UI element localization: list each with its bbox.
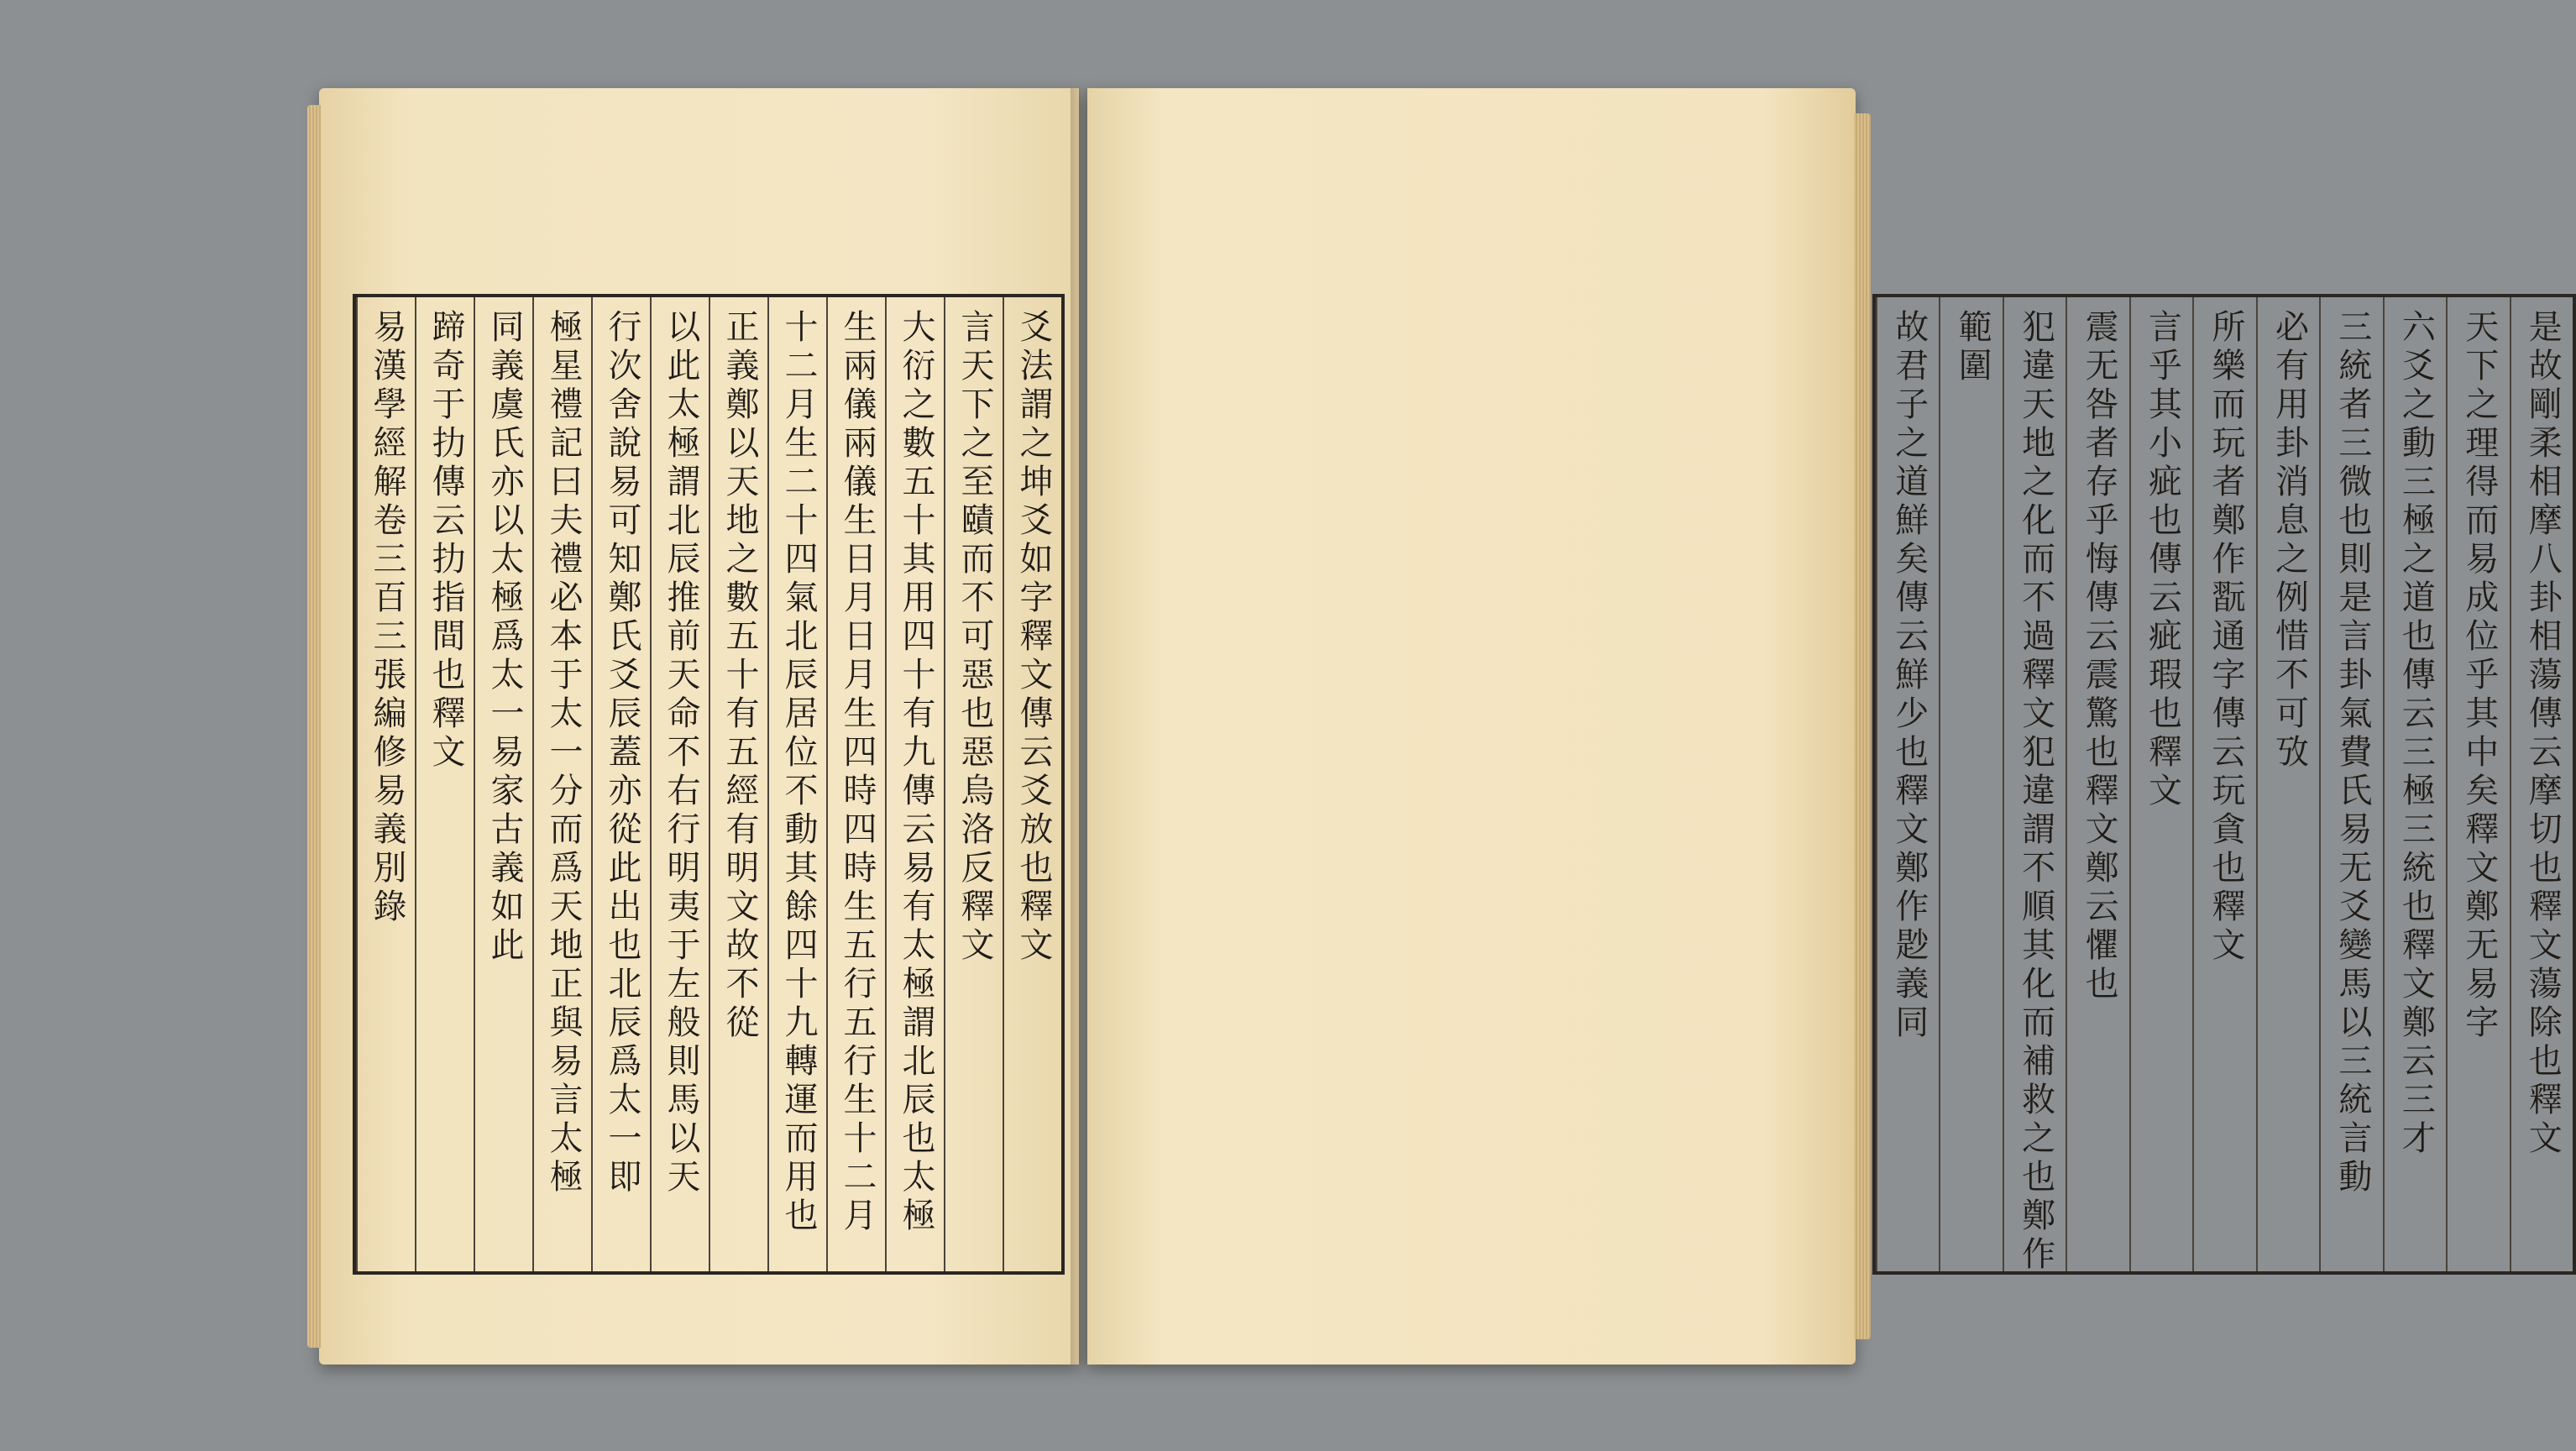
left-column-text: 以此太極謂北辰推前天命不右行明夷于左般則馬以天 — [662, 309, 700, 1197]
left-text-column — [356, 297, 416, 1271]
right-column-text: 天下之理得而易成位乎其中矣釋文鄭无易字 — [2459, 309, 2499, 1043]
left-column-text: 生兩儀兩儀生日月日月生四時四時生五行五行生十二月 — [838, 309, 877, 1236]
right-text-column — [2003, 297, 2067, 1275]
left-page-edge — [307, 105, 321, 1348]
left-text-column — [885, 297, 945, 1271]
left-text-column — [944, 297, 1004, 1271]
right-text-column — [1876, 297, 1940, 1271]
left-column-text: 言天下之至賾而不可惡也惡烏洛反釋文 — [956, 309, 994, 966]
right-text-column — [2510, 297, 2574, 1271]
left-column-text: 正義鄭以天地之數五十有五經有明文故不從 — [720, 309, 759, 1043]
right-page-edge — [1854, 113, 1871, 1339]
left-text-column — [826, 297, 887, 1271]
left-column-text: 爻法謂之坤爻如字釋文傳云爻放也釋文 — [1014, 309, 1053, 966]
right-column-text: 言乎其小疵也傳云疵瑕也釋文 — [2143, 309, 2182, 811]
left-text-frame — [353, 294, 1065, 1275]
left-column-text: 易漢學經解卷三百三張編修易義別錄 — [368, 309, 406, 927]
left-text-column — [767, 297, 828, 1271]
right-text-column — [2129, 297, 2194, 1271]
right-column-text: 震无咎者存乎悔傳云震驚也釋文鄭云懼也 — [2080, 309, 2119, 1004]
right-text-column — [2383, 297, 2448, 1271]
left-text-column — [1003, 297, 1063, 1271]
left-column-text: 同義虞氏亦以太極爲太一易家古義如此 — [485, 309, 524, 966]
left-text-column — [415, 297, 475, 1271]
right-text-column — [2066, 297, 2130, 1271]
left-text-column — [532, 297, 593, 1271]
left-page — [319, 88, 1079, 1365]
left-column-text: 行次舍說易可知鄭氏爻辰蓋亦從此出也北辰爲太一即 — [603, 309, 641, 1197]
right-text-column — [1939, 297, 2003, 1271]
left-column-text: 十二月生二十四氣北辰居位不動其餘四十九轉運而用也 — [779, 309, 818, 1236]
right-text-column — [2192, 297, 2257, 1271]
right-text-column — [2319, 297, 2384, 1271]
right-column-text: 是故剛柔相摩八卦相蕩傳云摩切也釋文蕩除也釋文 — [2523, 309, 2563, 1159]
right-text-frame — [1872, 294, 2576, 1275]
right-page — [1087, 88, 2563, 1365]
right-column-text: 範圍 — [1953, 309, 1992, 386]
left-column-text: 大衍之數五十其用四十有九傳云易有太極謂北辰也太極 — [897, 309, 935, 1236]
left-text-column — [591, 297, 652, 1271]
left-text-column — [474, 297, 534, 1271]
left-column-text: 蹄奇于扐傳云扐指間也釋文 — [427, 309, 465, 773]
right-text-column — [2256, 297, 2321, 1271]
right-column-text: 所樂而玩者鄭作翫通字傳云玩貪也釋文 — [2206, 309, 2245, 966]
left-text-column — [709, 297, 769, 1271]
right-column-text: 三統者三微也則是言卦氣費氏易无爻變馬以三統言動 — [2333, 309, 2372, 1197]
left-column-text: 極星禮記曰夫禮必本于太一分而爲天地正與易言太極 — [544, 309, 583, 1197]
right-column-text: 犯違天地之化而不過釋文犯違謂不順其化而補救之也鄭作 — [2016, 309, 2055, 1275]
right-column-text: 六爻之動三極之道也傳云三極三統也釋文鄭云三才 — [2396, 309, 2436, 1159]
right-column-text: 故君子之道鮮矣傳云鮮少也釋文鄭作尟義同 — [1889, 309, 1929, 1043]
open-book — [319, 88, 2563, 1365]
left-text-column — [650, 297, 710, 1271]
right-column-text: 必有用卦消息之例惜不可攷 — [2270, 309, 2309, 773]
right-text-column — [2446, 297, 2511, 1271]
